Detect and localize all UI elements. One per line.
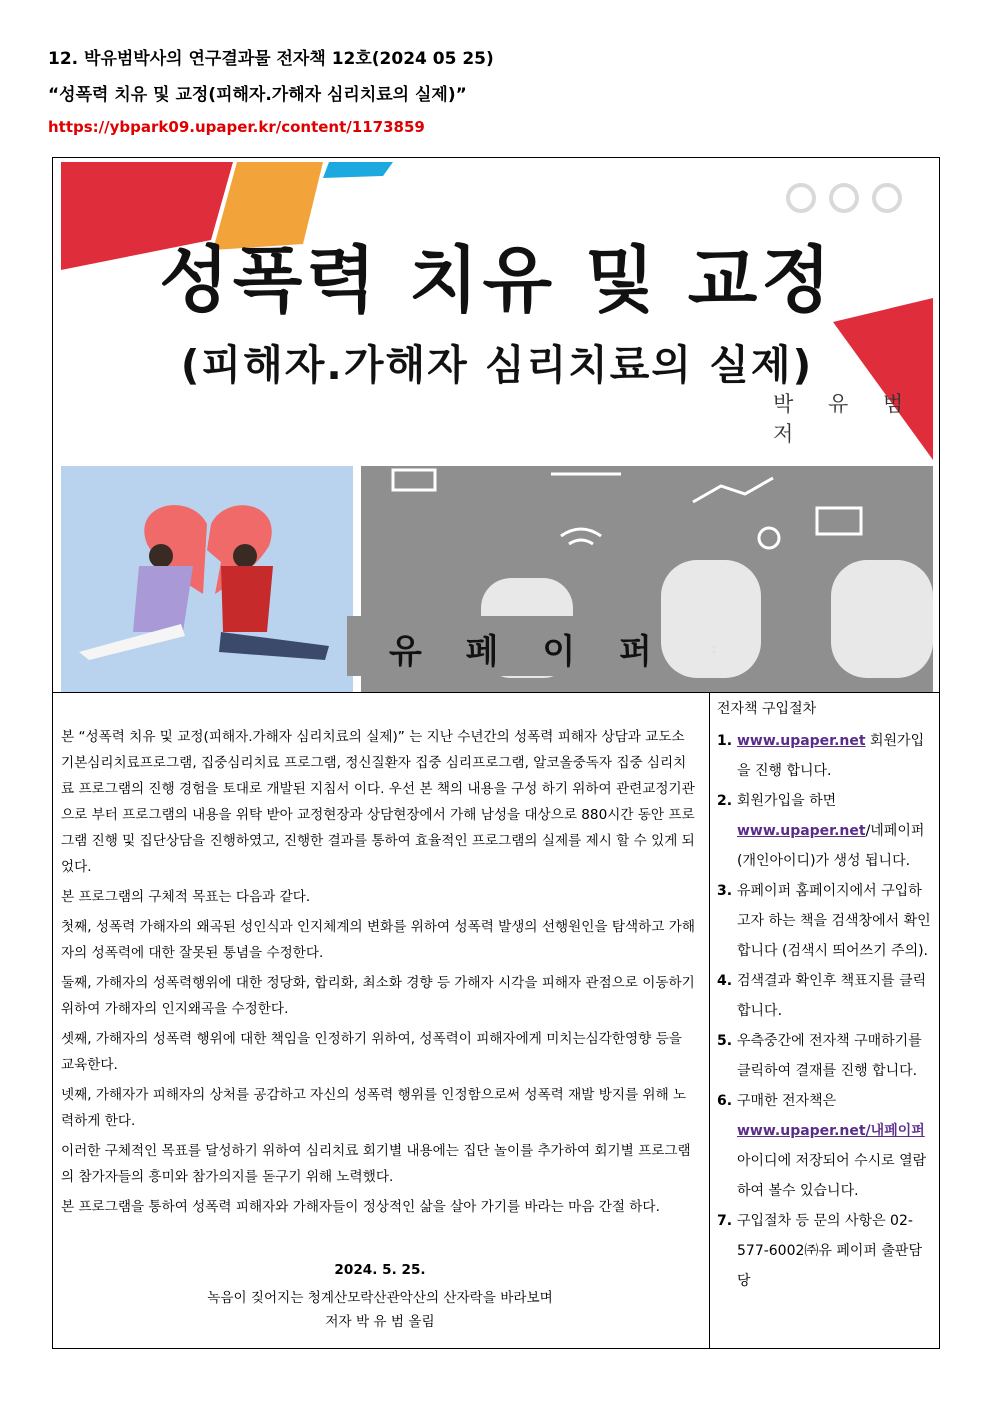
woman-body-icon [133, 566, 193, 632]
step-text: 검색결과 확인후 책표지를 클릭 합니다. [737, 973, 927, 1019]
paragraph: 본 프로그램을 통하여 성폭력 피해자와 가해자들이 정상적인 삶을 살아 가기를 바라는 마음 간절 하다. [61, 1199, 660, 1215]
step-number: 1. [717, 733, 733, 749]
purchase-step [717, 1086, 935, 1206]
cover-title: 성폭력 치유 및 교정 [159, 238, 835, 322]
step-number: 7. [717, 1213, 733, 1229]
step-number: 4. [717, 973, 733, 989]
paragraph: 첫째, 성폭력 가해자의 왜곡된 성인식과 인지체계의 변화를 위하여 성폭력 발생의 선행원인을 탐색하고 가해자의 성폭력에 대한 잘못된 통념을 수정한다. [61, 919, 695, 961]
step-text: 회원가입을 진행 합니다. [737, 733, 925, 779]
paragraph: 넷째, 가해자가 피해자의 상처를 공감하고 자신의 성폭력 행위를 인정함으로써 성폭력 재발 방지를 위해 노력하게 한다. [61, 1087, 687, 1129]
divider-vertical [709, 692, 710, 1348]
dot-3-icon [874, 185, 900, 211]
step-number: 5. [717, 1033, 733, 1049]
header-title: 12. 박유범박사의 연구결과물 전자책 12호(2024 05 25) [48, 49, 494, 69]
divider-horizontal [53, 692, 939, 693]
purchase-step [717, 876, 935, 966]
paragraph: 이러한 구체적인 목표를 달성하기 위하여 심리치료 회기별 내용에는 집단 놀이를 추가하여 회기별 프로그램의 참가자들의 흥미와 참가의지를 돋구기 위해 노력했다. [61, 1143, 691, 1185]
purchase-steps [717, 726, 935, 1296]
step-text: 구입절차 등 문의 사항은 02-577-6002㈜유 페이퍼 출판담당 [737, 1213, 922, 1289]
step-text: 우측중간에 전자책 구매하기를 클릭하여 결재를 진행 합니다. [737, 1033, 922, 1079]
dot-2-icon [831, 185, 857, 211]
cover-publisher: 유 페 이 퍼 [389, 632, 668, 672]
mypaper-link[interactable]: www.upaper.net/내페이퍼 [737, 1123, 925, 1139]
cover-subtitle: (피해자.가해자 심리치료의 실제) [180, 341, 814, 389]
upaper-link[interactable]: www.upaper.net [737, 733, 866, 749]
person-3-icon [831, 560, 933, 678]
paragraph: 둘째, 가해자의 성폭력행위에 대한 정당화, 합리화, 최소화 경향 등 가해자 시각을 피해자 관점으로 이동하기 위하여 가해자의 인지왜곡을 수정한다. [61, 975, 695, 1017]
header-book-title: “성폭력 치유 및 교정(피해자.가해자 심리치료의 실제)” [48, 85, 467, 105]
blue-shape [323, 162, 393, 178]
paragraph: 셋째, 가해자의 성폭력 행위에 대한 책임을 인정하기 위하여, 성폭력이 피해자에게 미치는심각한영향 등을 교육한다. [61, 1031, 682, 1073]
book-cover[interactable] [61, 162, 933, 692]
step-text: /네페이퍼(개인아이디)가 생성 됩니다. [737, 823, 925, 869]
paragraph: 본 프로그램의 구체적 목표는 다음과 같다. [61, 889, 311, 905]
dot-1-icon [788, 185, 814, 211]
cover-author: 박 유 범 저 [773, 392, 918, 446]
step-text: 회원가입을 하면 [737, 793, 837, 809]
paragraph: 본 “성폭력 치유 및 교정(피해자.가해자 심리치료의 실제)” 는 지난 수년간의 성폭력 피해자 상담과 교도소 기본심리치료프로그램, 집중심리치료 프로그램, 정신질환자 집중 심리프로그램, 알코올중독자 집중 심리치료 프로그램의 진행 경험을 토대로 개발된 지침서 이다. 우선 본 책의 내용을 구성 하기 위하여 관련교정기관으로 부터 프로그램의 내용을 위탁 받아 교정현장과 상담현장에서 가해 남성을 대상으로 880시간 동안 프로그램 진행 및 집단상담을 진행하였고, 진행한 결과를 통하여 효율적인 프로그램의 실제를 제시 할 수 있게 되었다. [61, 729, 695, 875]
person-2-icon [661, 560, 761, 678]
man-body-icon [221, 566, 273, 632]
man-head-icon [233, 544, 257, 568]
purchase-step [717, 786, 935, 876]
step-number: 3. [717, 883, 733, 899]
step-text: 구매한 전자책은 [737, 1093, 837, 1109]
upaper-link[interactable]: www.upaper.net [737, 823, 866, 839]
cover-page-number: 1 [711, 646, 717, 656]
step-number: 6. [717, 1093, 733, 1109]
author-signature: 저자 박 유 범 올림 [325, 1314, 435, 1330]
purchase-step [717, 1026, 935, 1086]
purchase-step [717, 966, 935, 1026]
step-text: 유페이퍼 홈페이지에서 구입하고자 하는 책을 검색창에서 확인 합니다 (검색시 띄어쓰기 주의). [737, 883, 931, 959]
step-number: 2. [717, 793, 733, 809]
closing-line: 녹음이 짖어지는 청계산모락산관악산의 산자락을 바라보며 [207, 1290, 553, 1306]
purchase-title: 전자책 구입절차 [717, 701, 817, 717]
introduction-text [61, 724, 699, 1224]
document-frame [52, 157, 940, 1349]
step-text: 아이디에 저장되어 수시로 열람하여 볼수 있습니다. [737, 1153, 927, 1199]
date: 2024. 5. 25. [334, 1262, 426, 1278]
purchase-step [717, 726, 935, 786]
purchase-step [717, 1206, 935, 1296]
header-url-link[interactable]: https://ybpark09.upaper.kr/content/1173859 [48, 118, 425, 136]
woman-head-icon [149, 544, 173, 568]
